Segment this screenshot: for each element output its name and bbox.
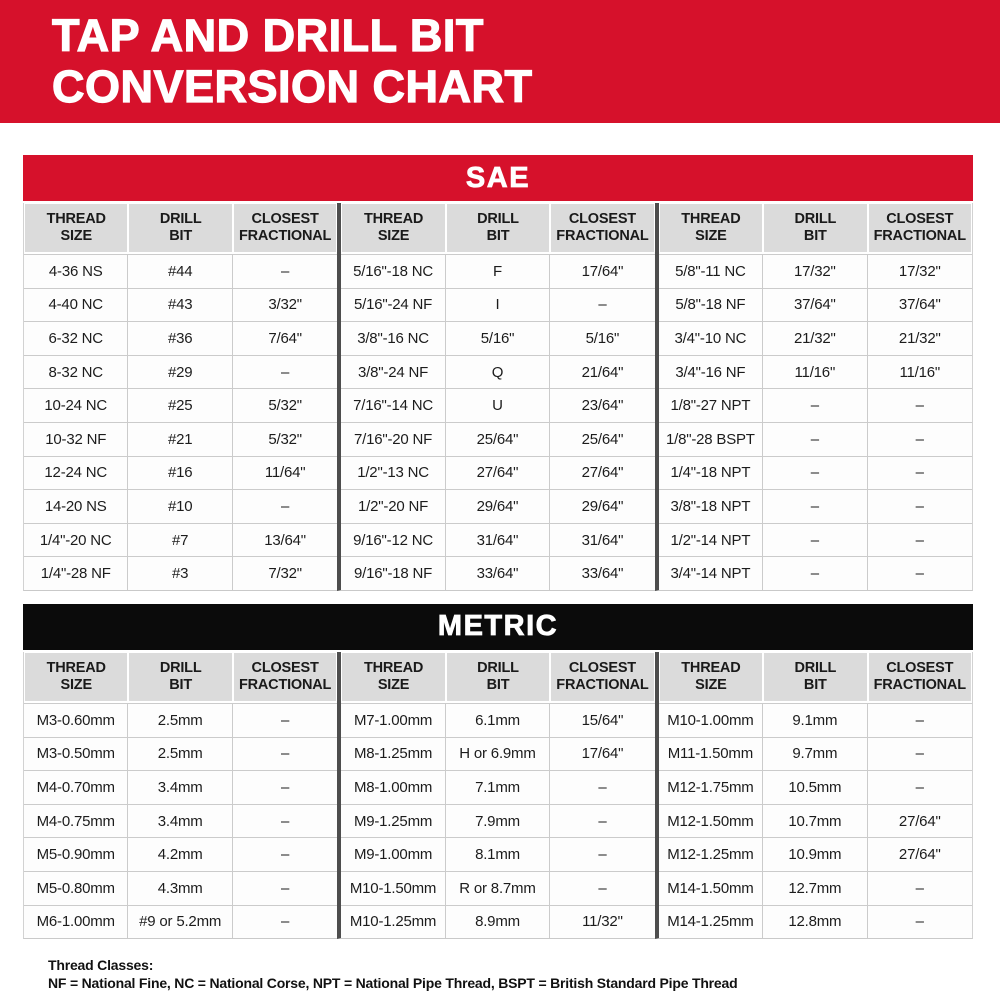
table-cell: 9/16"-12 NC	[341, 523, 445, 557]
table-cell: R or 8.7mm	[446, 871, 550, 905]
table-cell: –	[763, 489, 867, 523]
footnote-heading: Thread Classes:	[48, 957, 154, 974]
column-header: CLOSEST FRACTIONAL	[233, 652, 337, 703]
table-cell: M4-0.75mm	[24, 804, 128, 838]
table-cell: –	[550, 871, 654, 905]
table-cell: 12.7mm	[763, 871, 867, 905]
table-cell: M9-1.25mm	[341, 804, 445, 838]
table-cell: –	[233, 837, 337, 871]
table-cell: –	[233, 355, 337, 389]
page-title-banner	[0, 0, 1000, 123]
table-cell: I	[446, 288, 550, 322]
table-cell: –	[233, 871, 337, 905]
table-cell: 4.2mm	[128, 837, 232, 871]
table-cell: –	[550, 288, 654, 322]
table-cell: 21/32"	[868, 321, 972, 355]
table-cell: 25/64"	[550, 422, 654, 456]
footnote-definitions: NF = National Fine, NC = National Corse, NPT = National Pipe Thread, BSPT = British Standard Pipe Thread	[48, 975, 738, 992]
table-cell: 9.7mm	[763, 737, 867, 771]
table-cell: 5/32"	[233, 388, 337, 422]
table-cell: 2.5mm	[128, 737, 232, 771]
table-cell: –	[868, 523, 972, 557]
table-cell: 21/32"	[763, 321, 867, 355]
table-cell: 29/64"	[550, 489, 654, 523]
table-cell: –	[868, 489, 972, 523]
table-cell: 31/64"	[446, 523, 550, 557]
metric-table-group-1	[23, 652, 337, 939]
table-cell: #36	[128, 321, 232, 355]
table-cell: 3/8"-24 NF	[341, 355, 445, 389]
table-cell: 37/64"	[868, 288, 972, 322]
table-cell: M3-0.60mm	[24, 703, 128, 737]
sae-table-group-2	[337, 203, 654, 591]
column-header: CLOSEST FRACTIONAL	[550, 203, 654, 254]
table-cell: M8-1.00mm	[341, 770, 445, 804]
table-cell: 5/16"-24 NF	[341, 288, 445, 322]
table-cell: 5/8"-11 NC	[659, 254, 763, 288]
table-cell: –	[233, 804, 337, 838]
table-cell: 13/64"	[233, 523, 337, 557]
column-header: CLOSEST FRACTIONAL	[233, 203, 337, 254]
table-cell: 23/64"	[550, 388, 654, 422]
table-cell: 3.4mm	[128, 770, 232, 804]
table-cell: M12-1.25mm	[659, 837, 763, 871]
table-cell: U	[446, 388, 550, 422]
column-header: DRILL BIT	[128, 203, 232, 254]
table-cell: M11-1.50mm	[659, 737, 763, 771]
table-cell: 7.9mm	[446, 804, 550, 838]
column-header: CLOSEST FRACTIONAL	[868, 652, 972, 703]
table-cell: M5-0.90mm	[24, 837, 128, 871]
table-cell: 5/16"-18 NC	[341, 254, 445, 288]
metric-table-group-2	[337, 652, 654, 939]
column-header: DRILL BIT	[446, 203, 550, 254]
table-cell: 3/4"-14 NPT	[659, 556, 763, 590]
table-cell: 29/64"	[446, 489, 550, 523]
table-cell: 3/8"-16 NC	[341, 321, 445, 355]
table-cell: –	[763, 556, 867, 590]
table-cell: 1/8"-28 BSPT	[659, 422, 763, 456]
table-cell: –	[233, 489, 337, 523]
table-cell: 4-40 NC	[24, 288, 128, 322]
page-title-line-2: CONVERSION CHART	[52, 60, 533, 112]
table-cell: M10-1.50mm	[341, 871, 445, 905]
table-cell: M14-1.25mm	[659, 905, 763, 939]
table-cell: –	[550, 804, 654, 838]
metric-table	[23, 652, 973, 939]
table-cell: –	[868, 871, 972, 905]
table-cell: 12-24 NC	[24, 456, 128, 490]
table-cell: –	[868, 905, 972, 939]
table-cell: 27/64"	[550, 456, 654, 490]
table-cell: 4-36 NS	[24, 254, 128, 288]
table-cell: 17/32"	[763, 254, 867, 288]
table-cell: 9/16"-18 NF	[341, 556, 445, 590]
table-cell: M14-1.50mm	[659, 871, 763, 905]
table-cell: 11/16"	[763, 355, 867, 389]
table-cell: 14-20 NS	[24, 489, 128, 523]
table-cell: M12-1.75mm	[659, 770, 763, 804]
table-cell: 33/64"	[550, 556, 654, 590]
column-header: DRILL BIT	[763, 203, 867, 254]
table-cell: 3/32"	[233, 288, 337, 322]
table-cell: 1/4"-20 NC	[24, 523, 128, 557]
metric-section-header	[23, 604, 973, 650]
table-cell: 31/64"	[550, 523, 654, 557]
table-cell: #3	[128, 556, 232, 590]
table-cell: 10.9mm	[763, 837, 867, 871]
table-cell: M10-1.00mm	[659, 703, 763, 737]
table-cell: 3/4"-10 NC	[659, 321, 763, 355]
table-cell: –	[763, 388, 867, 422]
sae-section-title: SAE	[465, 161, 531, 194]
table-cell: 10.7mm	[763, 804, 867, 838]
table-cell: 10-24 NC	[24, 388, 128, 422]
table-cell: 3/4"-16 NF	[659, 355, 763, 389]
table-cell: #29	[128, 355, 232, 389]
table-cell: 7/16"-20 NF	[341, 422, 445, 456]
table-cell: –	[233, 770, 337, 804]
table-cell: 5/16"	[550, 321, 654, 355]
metric-section	[23, 604, 973, 939]
table-cell: #25	[128, 388, 232, 422]
table-cell: 5/32"	[233, 422, 337, 456]
sae-table-group-1	[23, 203, 337, 591]
table-cell: #10	[128, 489, 232, 523]
table-cell: H or 6.9mm	[446, 737, 550, 771]
table-cell: #44	[128, 254, 232, 288]
table-cell: 37/64"	[763, 288, 867, 322]
table-cell: F	[446, 254, 550, 288]
sae-section-header	[23, 155, 973, 201]
table-cell: 27/64"	[868, 804, 972, 838]
table-cell: –	[233, 737, 337, 771]
table-cell: 1/2"-14 NPT	[659, 523, 763, 557]
table-cell: –	[550, 837, 654, 871]
table-cell: –	[233, 254, 337, 288]
table-cell: 1/4"-18 NPT	[659, 456, 763, 490]
table-cell: 17/64"	[550, 254, 654, 288]
table-cell: 21/64"	[550, 355, 654, 389]
table-cell: –	[763, 422, 867, 456]
table-cell: 11/64"	[233, 456, 337, 490]
table-cell: M5-0.80mm	[24, 871, 128, 905]
table-cell: –	[868, 456, 972, 490]
table-cell: 7/64"	[233, 321, 337, 355]
table-cell: M9-1.00mm	[341, 837, 445, 871]
table-cell: #7	[128, 523, 232, 557]
table-cell: 11/16"	[868, 355, 972, 389]
column-header: CLOSEST FRACTIONAL	[868, 203, 972, 254]
table-cell: 6-32 NC	[24, 321, 128, 355]
table-cell: –	[868, 737, 972, 771]
column-header: THREAD SIZE	[659, 652, 763, 703]
table-cell: 9.1mm	[763, 703, 867, 737]
table-cell: #9 or 5.2mm	[128, 905, 232, 939]
table-cell: 17/64"	[550, 737, 654, 771]
sae-table-group-3	[655, 203, 973, 591]
table-cell: 7/32"	[233, 556, 337, 590]
table-cell: 1/2"-13 NC	[341, 456, 445, 490]
column-header: DRILL BIT	[446, 652, 550, 703]
chart-content	[23, 155, 973, 992]
table-cell: 3.4mm	[128, 804, 232, 838]
table-cell: 1/2"-20 NF	[341, 489, 445, 523]
table-cell: 8-32 NC	[24, 355, 128, 389]
table-cell: #16	[128, 456, 232, 490]
table-cell: M6-1.00mm	[24, 905, 128, 939]
metric-table-group-3	[655, 652, 973, 939]
table-cell: 12.8mm	[763, 905, 867, 939]
table-cell: 1/8"-27 NPT	[659, 388, 763, 422]
table-cell: –	[868, 703, 972, 737]
table-cell: 8.9mm	[446, 905, 550, 939]
table-cell: –	[868, 770, 972, 804]
table-cell: –	[550, 770, 654, 804]
table-cell: 4.3mm	[128, 871, 232, 905]
table-cell: 27/64"	[446, 456, 550, 490]
table-cell: –	[868, 422, 972, 456]
table-cell: –	[868, 388, 972, 422]
table-cell: M8-1.25mm	[341, 737, 445, 771]
page-title-line-1: TAP AND DRILL BIT	[52, 10, 484, 62]
table-cell: M3-0.50mm	[24, 737, 128, 771]
table-cell: 27/64"	[868, 837, 972, 871]
table-cell: 10.5mm	[763, 770, 867, 804]
column-header: THREAD SIZE	[341, 203, 445, 254]
table-cell: 2.5mm	[128, 703, 232, 737]
column-header: THREAD SIZE	[341, 652, 445, 703]
table-cell: 3/8"-18 NPT	[659, 489, 763, 523]
table-cell: –	[763, 523, 867, 557]
column-header: CLOSEST FRACTIONAL	[550, 652, 654, 703]
table-cell: 6.1mm	[446, 703, 550, 737]
sae-table	[23, 203, 973, 591]
table-cell: 1/4"-28 NF	[24, 556, 128, 590]
table-cell: Q	[446, 355, 550, 389]
column-header: THREAD SIZE	[24, 203, 128, 254]
table-cell: M7-1.00mm	[341, 703, 445, 737]
table-cell: 11/32"	[550, 905, 654, 939]
table-cell: –	[763, 456, 867, 490]
table-cell: #43	[128, 288, 232, 322]
table-cell: 17/32"	[868, 254, 972, 288]
table-cell: 25/64"	[446, 422, 550, 456]
column-header: DRILL BIT	[128, 652, 232, 703]
thread-classes-footnote	[48, 956, 973, 992]
sae-section	[23, 155, 973, 591]
table-cell: 15/64"	[550, 703, 654, 737]
table-cell: M4-0.70mm	[24, 770, 128, 804]
table-cell: 7.1mm	[446, 770, 550, 804]
table-cell: 33/64"	[446, 556, 550, 590]
metric-section-title: METRIC	[437, 610, 559, 643]
table-cell: 5/16"	[446, 321, 550, 355]
table-cell: –	[868, 556, 972, 590]
table-cell: M12-1.50mm	[659, 804, 763, 838]
table-cell: 10-32 NF	[24, 422, 128, 456]
table-cell: 7/16"-14 NC	[341, 388, 445, 422]
table-cell: –	[233, 905, 337, 939]
table-cell: –	[233, 703, 337, 737]
table-cell: #21	[128, 422, 232, 456]
table-cell: 5/8"-18 NF	[659, 288, 763, 322]
column-header: DRILL BIT	[763, 652, 867, 703]
column-header: THREAD SIZE	[24, 652, 128, 703]
table-cell: 8.1mm	[446, 837, 550, 871]
column-header: THREAD SIZE	[659, 203, 763, 254]
table-cell: M10-1.25mm	[341, 905, 445, 939]
